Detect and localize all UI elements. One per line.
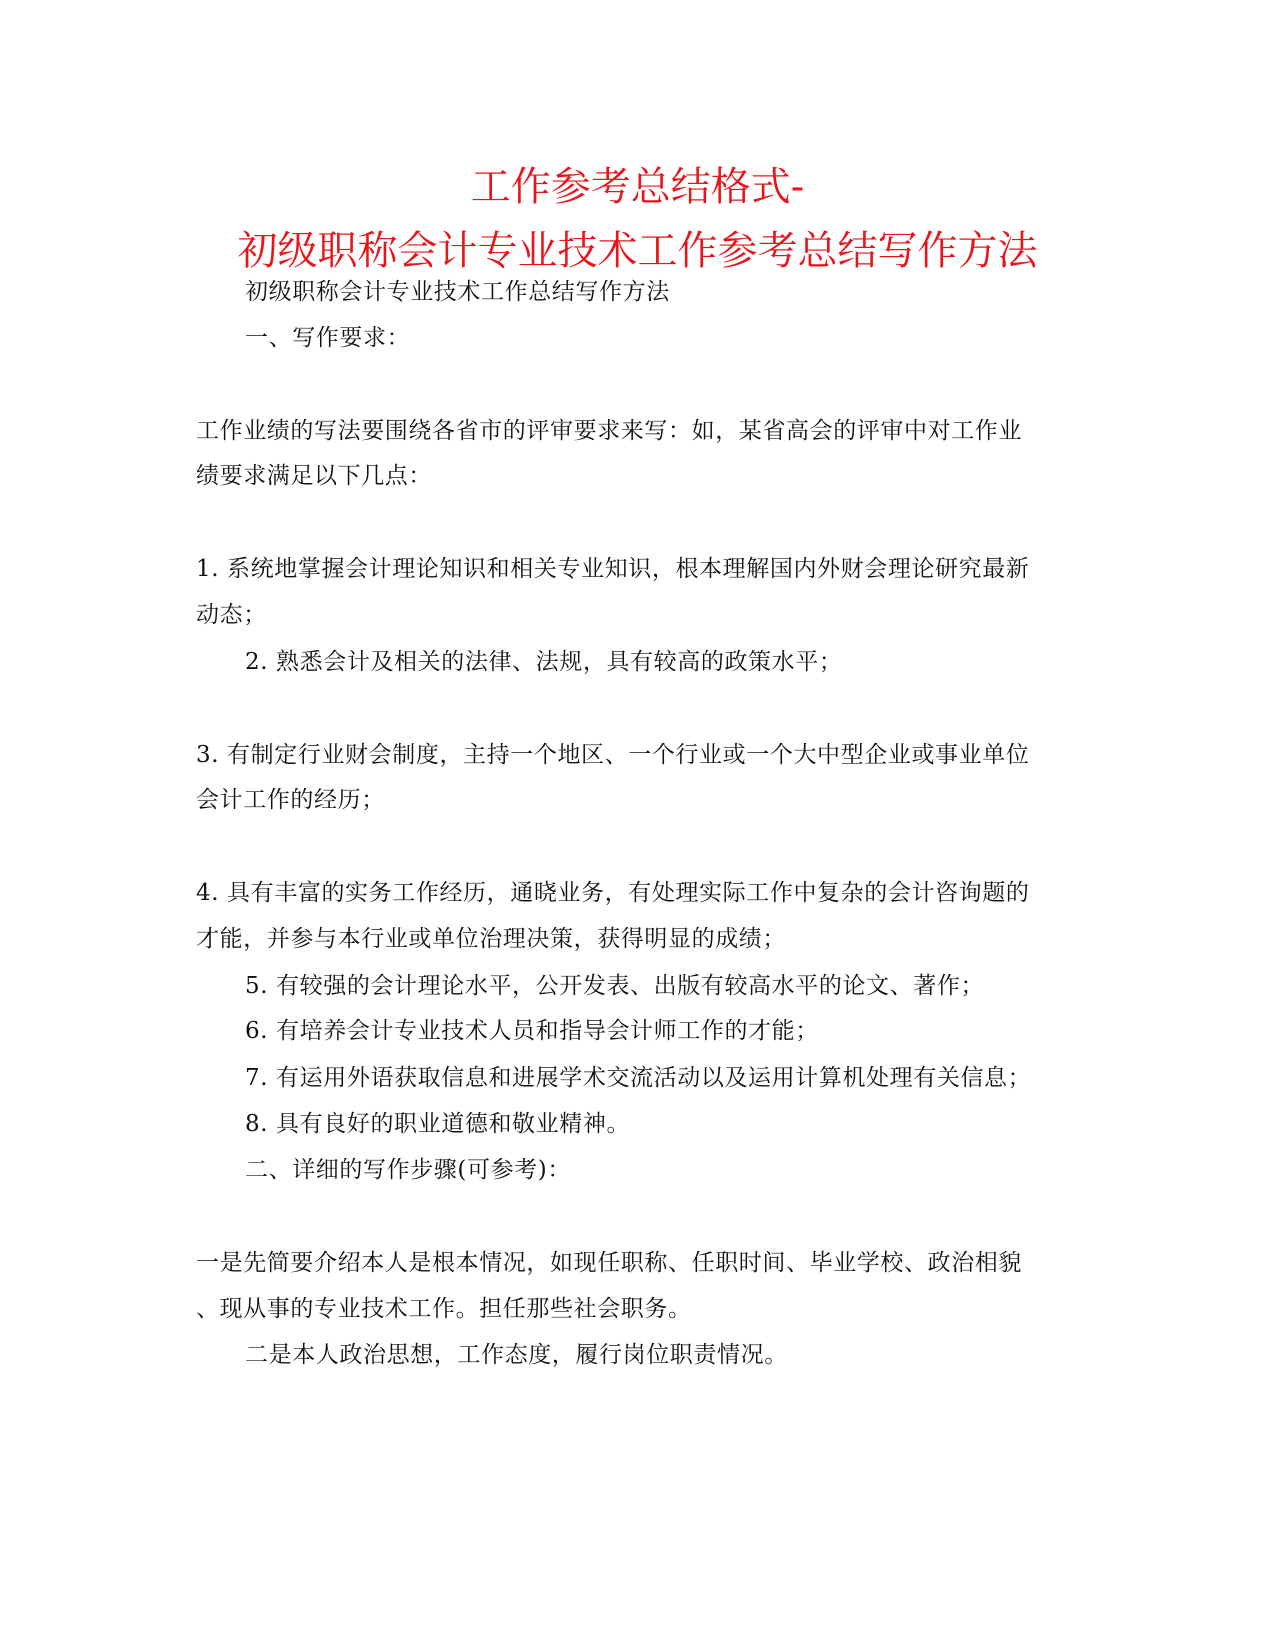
section-heading: 二、详细的写作步骤(可参考)： <box>245 1157 571 1183</box>
list-item-line: 8. 具有良好的职业道德和敬业精神。 <box>245 1111 631 1137</box>
document-title-line-1: 工作参考总结格式- <box>470 164 805 210</box>
subtitle: 初级职称会计专业技术工作总结写作方法 <box>245 279 670 305</box>
paragraph-line: 二是本人政治思想，工作态度，履行岗位职责情况。 <box>245 1342 788 1368</box>
list-item-line: 会计工作的经历； <box>196 787 385 813</box>
list-item-line: 2. 熟悉会计及相关的法律、法规，具有较高的政策水平； <box>245 649 843 675</box>
list-item-line: 4. 具有丰富的实务工作经历，通晓业务，有处理实际工作中复杂的会计咨询题的 <box>196 880 1030 906</box>
list-item-line: 5. 有较强的会计理论水平，公开发表、出版有较高水平的论文、著作； <box>245 973 985 999</box>
list-item-line: 动态； <box>196 602 267 628</box>
paragraph-line: 绩要求满足以下几点： <box>196 463 432 489</box>
list-item-line: 3. 有制定行业财会制度，主持一个地区、一个行业或一个大中型企业或事业单位 <box>196 742 1030 768</box>
paragraph-line: 一是先简要介绍本人是根本情况，如现任职称、任职时间、毕业学校、政治相貌 <box>196 1250 1022 1276</box>
list-item-line: 才能，并参与本行业或单位治理决策，获得明显的成绩； <box>196 926 786 952</box>
section-heading: 一、写作要求： <box>245 325 411 351</box>
paragraph-line: 、现从事的专业技术工作。担任那些社会职务。 <box>196 1296 692 1322</box>
document-title-line-2: 初级职称会计专业技术工作参考总结写作方法 <box>237 228 1038 274</box>
list-item-line: 6. 有培养会计专业技术人员和指导会计师工作的才能； <box>245 1018 819 1044</box>
list-item-line: 1. 系统地掌握会计理论知识和相关专业知识，根本理解国内外财会理论研究最新 <box>196 556 1030 582</box>
list-item-line: 7. 有运用外语获取信息和进展学术交流活动以及运用计算机处理有关信息； <box>245 1065 1032 1091</box>
paragraph-line: 工作业绩的写法要围绕各省市的评审要求来写：如，某省高会的评审中对工作业 <box>196 418 1022 444</box>
